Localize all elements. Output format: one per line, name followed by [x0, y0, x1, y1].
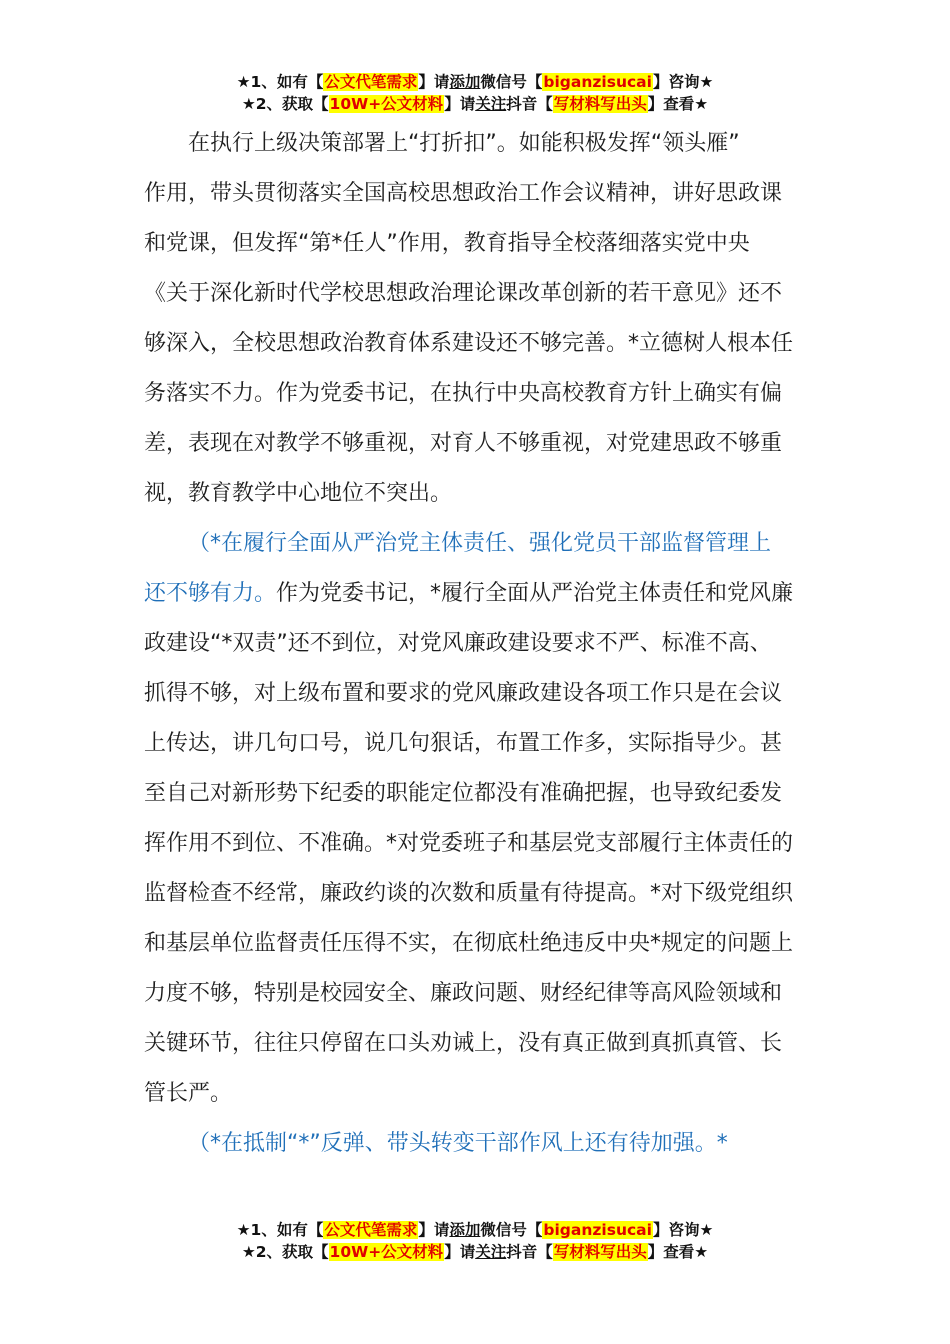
paragraph-line: 和基层单位监督责任压得不实，在彻底杜绝违反中央*规定的问题上 — [144, 931, 794, 956]
paragraph-line: 务落实不力。作为党委书记，在执行中央高校教育方针上确实有偏 — [144, 381, 783, 406]
banner-text: 】请 — [444, 1243, 476, 1261]
banner-highlight-service: 公文代笔需求 — [324, 73, 418, 91]
paragraph-line: 够深入，全校思想政治教育体系建设还不够完善。*立德树人根本任 — [144, 331, 794, 356]
banner-highlight-materials: 10W+公文材料 — [329, 95, 444, 113]
banner-text: 】请 — [418, 73, 450, 91]
paragraph-1 — [144, 119, 806, 519]
banner-underline-text: 添加 — [449, 73, 481, 91]
banner-line-2 — [0, 93, 950, 115]
banner-text: ★2、获取【 — [241, 1243, 329, 1261]
paragraph-line: 至自己对新形势下纪委的职能定位都没有准确把握，也导致纪委发 — [144, 781, 783, 806]
banner-text: 抖音【 — [506, 1243, 553, 1261]
paragraph-3 — [144, 1119, 806, 1169]
banner-text: 微信号【 — [480, 1221, 543, 1239]
paragraph-line: 差，表现在对教学不够重视，对育人不够重视，对党建思政不够重 — [144, 431, 783, 456]
document-body — [144, 119, 806, 1169]
banner-text: 】咨询★ — [652, 1221, 714, 1239]
paragraph-text: 作为党委书记，*履行全面从严治党主体责任和党风廉 — [276, 581, 794, 606]
section-heading-continued: 还不够有力。 — [144, 581, 277, 606]
paragraph-line: 《关于深化新时代学校思想政治理论课改革创新的若干意见》还不 — [144, 281, 783, 306]
paragraph-line: 力度不够，特别是校园安全、廉政问题、财经纪律等高风险领域和 — [144, 981, 783, 1006]
banner-underline-text: 添加 — [449, 1221, 481, 1239]
banner-text: ★1、如有【 — [236, 73, 324, 91]
paragraph-line: 挥作用不到位、不准确。*对党委班子和基层党支部履行主体责任的 — [144, 831, 794, 856]
paragraph-line: 和党课，但发挥“第*任人”作用，教育指导全校落细落实党中央 — [144, 231, 750, 256]
paragraph-line: 关键环节，往往只停留在口头劝诫上，没有真正做到真抓真管、长 — [144, 1031, 783, 1056]
section-heading: （*在履行全面从严治党主体责任、强化党员干部监督管理上 — [188, 531, 772, 556]
banner-text: 】咨询★ — [652, 73, 714, 91]
paragraph-line: 在执行上级决策部署上“打折扣”。如能积极发挥“领头雁” — [188, 131, 740, 156]
banner-line-1 — [0, 1219, 950, 1241]
banner-line-2 — [0, 1241, 950, 1263]
banner-text: ★2、获取【 — [241, 95, 329, 113]
banner-underline-text: 关注 — [475, 1243, 507, 1261]
paragraph-line: 抓得不够，对上级布置和要求的党风廉政建设各项工作只是在会议 — [144, 681, 783, 706]
footer-banner — [0, 1219, 950, 1263]
banner-text: 】请 — [418, 1221, 450, 1239]
paragraph-line: 视，教育教学中心地位不突出。 — [144, 481, 453, 506]
banner-line-1 — [0, 71, 950, 93]
banner-text: 抖音【 — [506, 95, 553, 113]
banner-highlight-douyin: 写材料写出头 — [553, 1243, 647, 1261]
banner-text: ★1、如有【 — [236, 1221, 324, 1239]
paragraph-line: 政建设“*双责”还不到位，对党风廉政建设要求不严、标准不高、 — [144, 631, 772, 656]
paragraph-line: 上传达，讲几句口号，说几句狠话，布置工作多，实际指导少。甚 — [144, 731, 783, 756]
banner-highlight-wechat-id: biganzisucai — [543, 1221, 652, 1239]
paragraph-line: 监督检查不经常，廉政约谈的次数和质量有待提高。*对下级党组织 — [144, 881, 794, 906]
paragraph-line: 作用，带头贯彻落实全国高校思想政治工作会议精神，讲好思政课 — [144, 181, 783, 206]
paragraph-2 — [144, 519, 806, 1119]
banner-text: 】查看★ — [647, 1243, 709, 1261]
section-heading: （*在抵制“*”反弹、带头转变干部作风上还有待加强。* — [188, 1131, 728, 1156]
banner-highlight-douyin: 写材料写出头 — [553, 95, 647, 113]
banner-underline-text: 关注 — [475, 95, 507, 113]
banner-text: 微信号【 — [480, 73, 543, 91]
paragraph-line: 管长严。 — [144, 1081, 233, 1106]
banner-text: 】查看★ — [647, 95, 709, 113]
banner-text: 】请 — [444, 95, 476, 113]
banner-highlight-service: 公文代笔需求 — [324, 1221, 418, 1239]
banner-highlight-materials: 10W+公文材料 — [329, 1243, 444, 1261]
banner-highlight-wechat-id: biganzisucai — [543, 73, 652, 91]
header-banner — [0, 71, 950, 115]
paragraph-line — [144, 569, 806, 619]
